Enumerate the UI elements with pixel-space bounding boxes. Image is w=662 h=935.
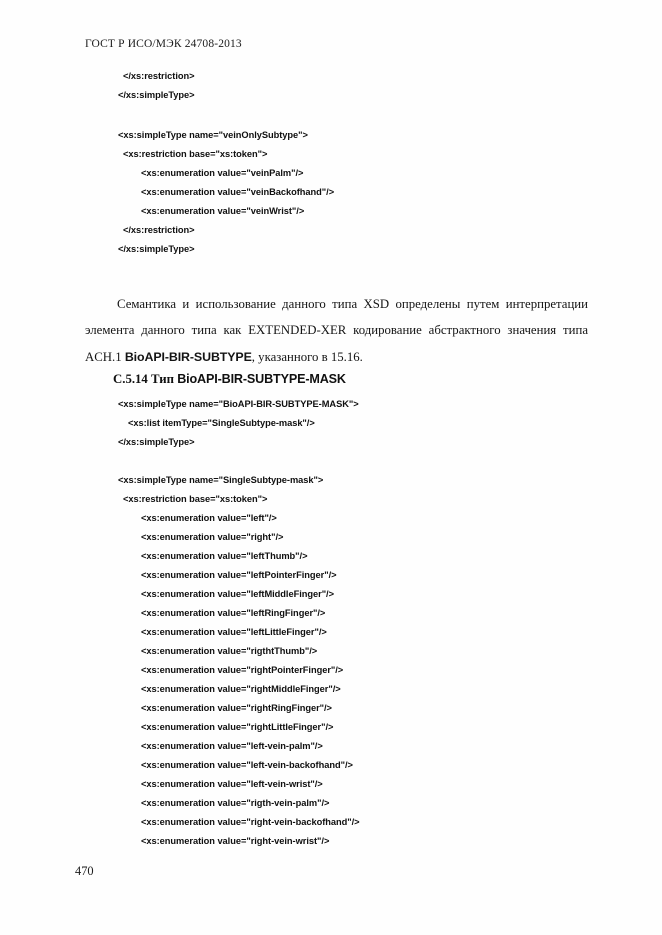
code-line: <xs:simpleType name="SingleSubtype-mask">: [118, 475, 324, 485]
code-line: <xs:enumeration value="leftRingFinger"/>: [141, 608, 326, 618]
section-heading: [113, 372, 346, 387]
code-line: <xs:enumeration value="rightMiddleFinger"/>: [141, 684, 341, 694]
code-line: <xs:enumeration value="rigth-vein-palm"/>: [141, 798, 330, 808]
code-line: <xs:enumeration value="right-vein-wrist"/>: [141, 836, 330, 846]
code-line: <xs:enumeration value="leftLittleFinger"/>: [141, 627, 327, 637]
code-line: <xs:enumeration value="leftMiddleFinger"/>: [141, 589, 334, 599]
code-block-single-subtype-mask: [0, 471, 360, 851]
paragraph-text-part-2: , указанного в 15.16.: [251, 349, 363, 364]
section-number-label: С.5.14 Тип: [113, 371, 178, 386]
running-header: ГОСТ Р ИСО/МЭК 24708-2013: [85, 38, 242, 50]
paragraph-emphasis-type-name: BioAPI-BIR-SUBTYPE: [124, 349, 252, 364]
code-block-bioapi-bir-subtype-mask: [0, 395, 359, 452]
code-line: <xs:enumeration value="right"/>: [141, 532, 284, 542]
code-line: </xs:simpleType>: [118, 437, 195, 447]
code-line: <xs:enumeration value="leftThumb"/>: [141, 551, 308, 561]
paragraph-text-part-1: Семантика и использование данного типа XSD определены путем интерпретации элемента данного типа как EXTENDED-XER кодирование абстрактного значения типа ACH.1: [85, 296, 588, 364]
code-line: <xs:enumeration value="rightPointerFinger"/>: [141, 665, 344, 675]
code-line: <xs:enumeration value="right-vein-backofhand"/>: [141, 817, 360, 827]
section-type-name: BioAPI-BIR-SUBTYPE-MASK: [177, 371, 346, 386]
code-line: <xs:enumeration value="left-vein-wrist"/>: [141, 779, 323, 789]
code-line: </xs:simpleType>: [118, 244, 195, 254]
code-line: <xs:enumeration value="left-vein-backofhand"/>: [141, 760, 353, 770]
body-paragraph: [85, 291, 588, 371]
code-line: <xs:simpleType name="BioAPI-BIR-SUBTYPE-MASK">: [118, 399, 359, 409]
page-number: 470: [75, 864, 94, 878]
code-line: <xs:enumeration value="veinPalm"/>: [141, 168, 304, 178]
code-block-vein-only-subtype: [0, 126, 334, 259]
code-line: </xs:restriction>: [123, 71, 195, 81]
code-line: <xs:enumeration value="left"/>: [141, 513, 277, 523]
code-line: <xs:simpleType name="veinOnlySubtype">: [118, 130, 308, 140]
code-line: <xs:restriction base="xs:token">: [123, 494, 268, 504]
code-line: <xs:enumeration value="rightLittleFinger"/>: [141, 722, 334, 732]
code-block-vein-only-subtype-closing: [0, 67, 195, 105]
code-line: </xs:restriction>: [123, 225, 195, 235]
code-line: <xs:enumeration value="leftPointerFinger"/>: [141, 570, 337, 580]
code-line: <xs:list itemType="SingleSubtype-mask"/>: [128, 418, 315, 428]
code-line: <xs:enumeration value="rightRingFinger"/>: [141, 703, 332, 713]
code-line: </xs:simpleType>: [118, 90, 195, 100]
code-line: <xs:enumeration value="rigthtThumb"/>: [141, 646, 318, 656]
code-line: <xs:enumeration value="veinWrist"/>: [141, 206, 305, 216]
code-line: <xs:restriction base="xs:token">: [123, 149, 268, 159]
code-line: <xs:enumeration value="left-vein-palm"/>: [141, 741, 323, 751]
code-line: <xs:enumeration value="veinBackofhand"/>: [141, 187, 335, 197]
